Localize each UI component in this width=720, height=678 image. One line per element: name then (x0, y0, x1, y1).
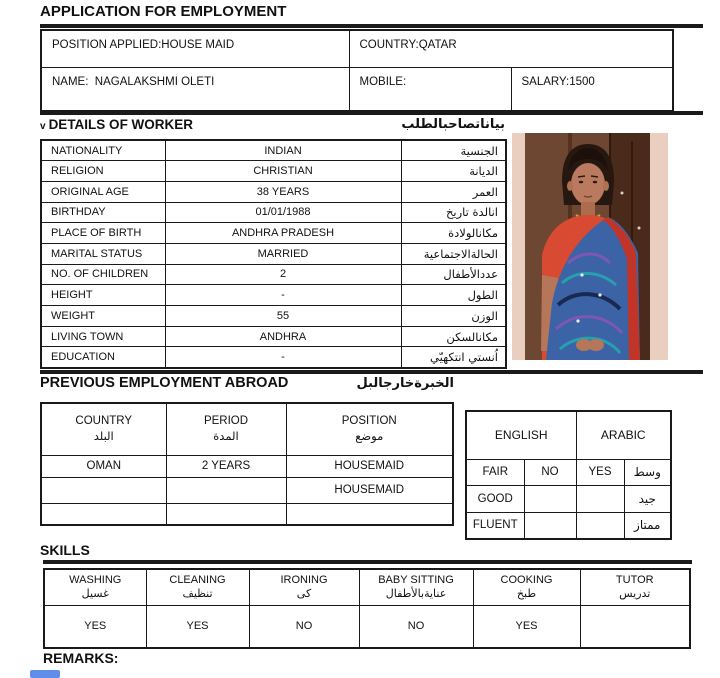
details-row-original-age (41, 181, 506, 202)
mobile-cell: MOBILE: (349, 67, 511, 111)
skill-label-en: TUTOR (615, 574, 654, 587)
english-header-cell: ENGLISH (466, 411, 576, 459)
section-divider-details (40, 370, 703, 374)
skill-col-cooking (473, 569, 580, 605)
details-value: 38 YEARS (165, 181, 401, 202)
title-divider (40, 24, 703, 28)
employment-position-cell: HOUSEMAID (286, 477, 453, 503)
col-label-en: PERIOD (203, 415, 249, 428)
worker-details-table (40, 139, 507, 369)
details-arabic-label: مكانالسكن (401, 326, 506, 347)
employment-title-arabic: الخبرةخارجالبل (356, 376, 454, 391)
details-arabic-label: مكانالولادة (401, 223, 506, 244)
employment-country-cell: OMAN (41, 455, 166, 477)
skill-col-babysitting (359, 569, 473, 605)
skill-value-cell: YES (473, 605, 580, 648)
skill-label-en: WASHING (69, 574, 122, 587)
details-arabic-label: عددالأطفال (401, 264, 506, 285)
skills-table (43, 568, 691, 649)
details-value: - (165, 285, 401, 306)
employment-header-row (41, 403, 453, 455)
skill-value-cell (580, 605, 690, 648)
employment-title: PREVIOUS EMPLOYMENT ABROAD (40, 375, 289, 391)
employment-position-cell: HOUSEMAID (286, 455, 453, 477)
skill-label-ar: طبخ (516, 587, 537, 601)
collapse-chevron-icon[interactable]: v (40, 121, 46, 132)
skill-col-washing (44, 569, 146, 605)
previous-employment-table (40, 402, 454, 526)
details-row-children (41, 264, 506, 285)
details-label: ORIGINAL AGE (41, 181, 165, 202)
partial-blue-marker (30, 670, 60, 678)
skill-value-cell: NO (249, 605, 359, 648)
level-cell: GOOD (466, 486, 524, 513)
skill-label-en: COOKING (500, 574, 553, 587)
details-value: 01/01/1988 (165, 202, 401, 223)
col-label-ar: موضع (355, 429, 384, 444)
details-arabic-label: الطول (401, 285, 506, 306)
details-label: MARITAL STATUS (41, 243, 165, 264)
application-summary-table (40, 29, 674, 112)
skill-label-ar: غسيل (81, 587, 109, 601)
english-value-cell (524, 486, 576, 513)
details-label: NATIONALITY (41, 140, 165, 161)
skills-title: SKILLS (40, 542, 90, 558)
employment-col-country (41, 403, 166, 455)
position-applied-cell: POSITION APPLIED:HOUSE MAID (41, 30, 349, 67)
details-label: PLACE OF BIRTH (41, 223, 165, 244)
details-row-religion (41, 161, 506, 182)
skills-values-row (44, 605, 690, 648)
worker-photo (512, 133, 668, 360)
details-row-place-of-birth (41, 223, 506, 244)
details-value: INDIAN (165, 140, 401, 161)
skill-label-ar: عنايةبالأطفال (385, 587, 447, 601)
skill-label-ar: كى (296, 587, 312, 601)
col-label-ar: المدة (213, 429, 239, 444)
col-label-ar: البلد (93, 429, 114, 444)
details-value: CHRISTIAN (165, 161, 401, 182)
details-row-education (41, 347, 506, 368)
details-value: 55 (165, 306, 401, 327)
employment-col-period (166, 403, 286, 455)
country-cell: COUNTRY:QATAR (349, 30, 673, 67)
details-label: WEIGHT (41, 306, 165, 327)
details-label: LIVING TOWN (41, 326, 165, 347)
arabic-value-cell (576, 512, 624, 539)
details-arabic-label: انالدة تاريخ (401, 202, 506, 223)
arabic-header-cell: ARABIC (576, 411, 671, 459)
skill-label-ar: تنظيف (182, 587, 213, 601)
skills-header-row (44, 569, 690, 605)
details-section-header (40, 117, 505, 132)
english-value-cell: NO (524, 459, 576, 486)
skill-col-cleaning (146, 569, 249, 605)
section-divider-top (40, 111, 703, 115)
details-label: RELIGION (41, 161, 165, 182)
details-label: EDUCATION (41, 347, 165, 368)
language-row-good (466, 486, 671, 513)
employment-row (41, 503, 453, 525)
skill-col-ironing (249, 569, 359, 605)
details-row-living-town (41, 326, 506, 347)
details-arabic-label: الجنسية (401, 140, 506, 161)
details-value: 2 (165, 264, 401, 285)
details-arabic-label: العمر (401, 181, 506, 202)
details-arabic-label: الديانة (401, 161, 506, 182)
details-row-nationality (41, 140, 506, 161)
details-title (40, 117, 193, 132)
language-row-fair (466, 459, 671, 486)
details-arabic-label: الوزن (401, 306, 506, 327)
employment-row (41, 455, 453, 477)
details-value: MARRIED (165, 243, 401, 264)
skills-divider (43, 560, 692, 564)
skill-label-en: BABY SITTING (378, 574, 454, 587)
details-value: ANDHRA (165, 326, 401, 347)
employment-col-position (286, 403, 453, 455)
col-label-en: COUNTRY (75, 415, 133, 428)
details-row-birthday (41, 202, 506, 223)
skill-value-cell: NO (359, 605, 473, 648)
language-row-fluent (466, 512, 671, 539)
skill-label-en: CLEANING (169, 574, 226, 587)
col-label-en: POSITION (341, 415, 397, 428)
arabic-value-cell: YES (576, 459, 624, 486)
employment-section-header (40, 375, 454, 391)
remarks-label: REMARKS: (43, 650, 119, 666)
english-value-cell (524, 512, 576, 539)
details-title-text: DETAILS OF WORKER (48, 117, 194, 132)
details-row-weight (41, 306, 506, 327)
employment-country-cell (41, 503, 166, 525)
details-arabic-label: اُنستي انتكهيّي (401, 347, 506, 368)
details-label: NO. OF CHILDREN (41, 264, 165, 285)
level-cell: FLUENT (466, 512, 524, 539)
employment-period-cell (166, 477, 286, 503)
details-title-arabic: بياناتصاحبالطلب (401, 117, 505, 132)
skill-value-cell: YES (44, 605, 146, 648)
skill-label-ar: تدريس (619, 587, 651, 601)
details-value: - (165, 347, 401, 368)
employment-period-cell (166, 503, 286, 525)
name-cell: NAME: NAGALAKSHMI OLETI (41, 67, 349, 111)
arabic-value-cell (576, 486, 624, 513)
details-label: BIRTHDAY (41, 202, 165, 223)
employment-country-cell (41, 477, 166, 503)
details-arabic-label: الحالةالاجتماعية (401, 243, 506, 264)
level-arabic-cell: وسط (624, 459, 671, 486)
details-value: ANDHRA PRADESH (165, 223, 401, 244)
employment-period-cell: 2 YEARS (166, 455, 286, 477)
details-label: HEIGHT (41, 285, 165, 306)
languages-header-row (466, 411, 671, 459)
details-row-marital-status (41, 243, 506, 264)
details-row-height (41, 285, 506, 306)
page-title: APPLICATION FOR EMPLOYMENT (40, 3, 287, 20)
level-cell: FAIR (466, 459, 524, 486)
salary-cell: SALARY:1500 (511, 67, 673, 111)
skill-col-tutor (580, 569, 690, 605)
employment-row (41, 477, 453, 503)
level-arabic-cell: جيد (624, 486, 671, 513)
skill-value-cell: YES (146, 605, 249, 648)
level-arabic-cell: ممتاز (624, 512, 671, 539)
languages-table (465, 410, 672, 540)
skill-label-en: IRONING (280, 574, 328, 587)
employment-position-cell (286, 503, 453, 525)
